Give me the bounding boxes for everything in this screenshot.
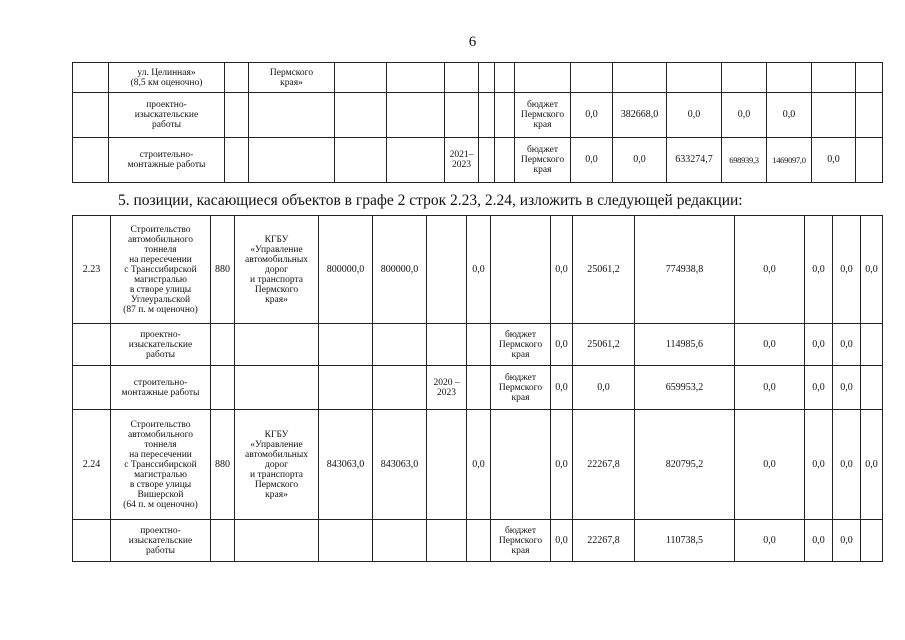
value-cell: 800000,0: [319, 216, 373, 324]
cell: [335, 63, 387, 93]
cell: [335, 138, 387, 183]
cell: [73, 520, 111, 562]
cell: [73, 366, 111, 410]
cell: [387, 63, 445, 93]
cell: [856, 138, 883, 183]
value-cell: 0,0: [805, 410, 833, 520]
cell: [467, 324, 491, 366]
section-heading: 5. позиции, касающиеся объектов в графе 2 строк 2.23, 2.24, изложить в следующей редакции:: [118, 192, 743, 209]
value-cell: 0,0: [735, 520, 805, 562]
value-cell: 0,0: [812, 138, 856, 183]
row-number: 2.24: [73, 410, 111, 520]
value-cell: 843063,0: [319, 410, 373, 520]
code: 880: [211, 410, 235, 520]
cell: [427, 216, 467, 324]
work-type: проектно- изыскательские работы: [111, 324, 211, 366]
funding-source: бюджет Пермского края: [491, 366, 551, 410]
cell: [515, 63, 571, 93]
customer: Пермского края»: [249, 63, 335, 93]
cell: [225, 63, 249, 93]
work-type: проектно- изыскательские работы: [109, 93, 225, 138]
value-cell: 0,0: [467, 216, 491, 324]
value-cell: 0,0: [573, 366, 635, 410]
cell: [445, 63, 479, 93]
table-row: [73, 216, 883, 324]
cell: [211, 520, 235, 562]
cell: [467, 520, 491, 562]
value-cell: 0,0: [833, 216, 861, 324]
value-cell: 0,0: [551, 410, 573, 520]
table-objects: [72, 215, 883, 562]
table-row: [73, 520, 883, 562]
cell: [571, 63, 613, 93]
cell: [211, 366, 235, 410]
value-cell: 25061,2: [573, 324, 635, 366]
table-continuation: [72, 62, 883, 183]
object-name: ул. Целинная» (8,5 км оценочно): [109, 63, 225, 93]
object-name: Строительство автомобильного тоннеля на пересечении с Транссибирской магистралью в створе улицы Вишерской (64 п. м оценочно): [111, 410, 211, 520]
value-cell: 0,0: [805, 366, 833, 410]
cell: [767, 63, 812, 93]
value-cell: 0,0: [667, 93, 722, 138]
cell: [856, 93, 883, 138]
cell: [387, 93, 445, 138]
value-cell: 0,0: [735, 216, 805, 324]
table-row: [73, 63, 883, 93]
work-type: проектно- изыскательские работы: [111, 520, 211, 562]
cell: [491, 410, 551, 520]
page-number: 6: [468, 34, 477, 50]
value-cell: 0,0: [833, 410, 861, 520]
cell: [861, 520, 883, 562]
value-cell: 25061,2: [573, 216, 635, 324]
table-row: [73, 93, 883, 138]
cell: [427, 410, 467, 520]
value-cell: 0,0: [805, 324, 833, 366]
period: 2021– 2023: [445, 138, 479, 183]
cell: [373, 520, 427, 562]
value-cell: 382668,0: [613, 93, 667, 138]
cell: [427, 520, 467, 562]
value-cell: 0,0: [767, 93, 812, 138]
value-cell: 0,0: [735, 410, 805, 520]
value-cell: 0,0: [735, 324, 805, 366]
cell: [861, 366, 883, 410]
cell: [373, 366, 427, 410]
value-cell: 114985,6: [635, 324, 735, 366]
value-cell: 800000,0: [373, 216, 427, 324]
cell: [73, 324, 111, 366]
value-cell: 0,0: [571, 138, 613, 183]
value-cell: 774938,8: [635, 216, 735, 324]
code: 880: [211, 216, 235, 324]
funding-source: бюджет Пермского края: [515, 93, 571, 138]
value-cell: 0,0: [722, 93, 767, 138]
cell: [856, 63, 883, 93]
value-cell: 0,0: [833, 520, 861, 562]
value-cell: 0,0: [805, 216, 833, 324]
cell: [373, 324, 427, 366]
value-cell: 0,0: [551, 366, 573, 410]
cell: [667, 63, 722, 93]
work-type: строительно- монтажные работы: [109, 138, 225, 183]
value-cell: 0,0: [861, 216, 883, 324]
cell: [319, 366, 373, 410]
table-row: [73, 138, 883, 183]
cell: [319, 324, 373, 366]
value-cell: 0,0: [551, 520, 573, 562]
table-row: [73, 324, 883, 366]
cell: [235, 520, 319, 562]
cell: [495, 63, 515, 93]
value-cell: 0,0: [805, 520, 833, 562]
value-cell: 22267,8: [573, 520, 635, 562]
value-cell: 0,0: [467, 410, 491, 520]
table-row: [73, 410, 883, 520]
cell: [427, 324, 467, 366]
funding-source: бюджет Пермского края: [491, 520, 551, 562]
cell: [613, 63, 667, 93]
value-cell: 0,0: [551, 324, 573, 366]
work-type: строительно- монтажные работы: [111, 366, 211, 410]
cell: [812, 93, 856, 138]
cell: [387, 138, 445, 183]
value-cell: 659953,2: [635, 366, 735, 410]
cell: [479, 138, 495, 183]
cell: [235, 324, 319, 366]
cell: [73, 138, 109, 183]
cell: [445, 93, 479, 138]
cell: [495, 93, 515, 138]
table-row: [73, 366, 883, 410]
value-cell: 1469097,0: [767, 138, 812, 183]
cell: [249, 93, 335, 138]
funding-source: бюджет Пермского края: [515, 138, 571, 183]
value-cell: 633274,7: [667, 138, 722, 183]
cell: [73, 93, 109, 138]
value-cell: 0,0: [551, 216, 573, 324]
value-cell: 110738,5: [635, 520, 735, 562]
customer: КГБУ «Управление автомобильных дорог и транспорта Пермского края»: [235, 410, 319, 520]
customer: КГБУ «Управление автомобильных дорог и транспорта Пермского края»: [235, 216, 319, 324]
period: 2020 – 2023: [427, 366, 467, 410]
cell: [335, 93, 387, 138]
value-cell: 0,0: [735, 366, 805, 410]
value-cell: 0,0: [861, 410, 883, 520]
value-cell: 22267,8: [573, 410, 635, 520]
cell: [812, 63, 856, 93]
cell: [495, 138, 515, 183]
row-number: 2.23: [73, 216, 111, 324]
cell: [479, 63, 495, 93]
cell: [73, 63, 109, 93]
value-cell: 843063,0: [373, 410, 427, 520]
object-name: Строительство автомобильного тоннеля на пересечении с Транссибирской магистралью в створе улицы Углеуральской (87 п. м оценочно): [111, 216, 211, 324]
cell: [479, 93, 495, 138]
value-cell: 0,0: [833, 366, 861, 410]
value-cell: 698939,3: [722, 138, 767, 183]
cell: [722, 63, 767, 93]
value-cell: 0,0: [571, 93, 613, 138]
value-cell: 0,0: [833, 324, 861, 366]
cell: [491, 216, 551, 324]
cell: [467, 366, 491, 410]
cell: [249, 138, 335, 183]
cell: [225, 138, 249, 183]
cell: [225, 93, 249, 138]
value-cell: 0,0: [613, 138, 667, 183]
cell: [319, 520, 373, 562]
cell: [235, 366, 319, 410]
value-cell: 820795,2: [635, 410, 735, 520]
cell: [211, 324, 235, 366]
cell: [861, 324, 883, 366]
funding-source: бюджет Пермского края: [491, 324, 551, 366]
